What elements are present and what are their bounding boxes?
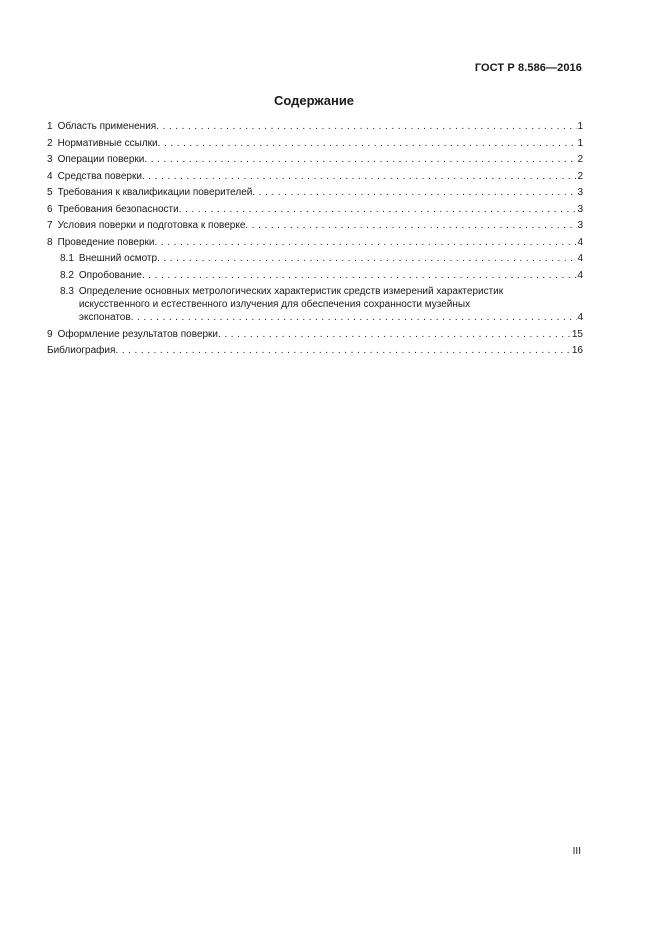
toc-entry-title: Проведение поверки [57,236,155,248]
toc-leader-dots [142,269,577,282]
toc-entry-page: 4 [577,236,583,248]
toc-entry-8-3[interactable] [47,285,583,324]
toc-entry-number: 9 [47,328,53,340]
toc-entry-number: 4 [47,170,53,182]
toc-leader-dots [156,120,577,133]
toc-entry-page: 2 [577,154,583,165]
toc-entry-page: 16 [571,345,583,356]
toc-entry-8-1[interactable] [47,252,583,269]
toc-leader-dots [142,170,578,183]
toc-leader-dots [158,137,578,150]
toc-leader-dots [218,328,572,341]
toc-entry-page: 1 [577,121,583,132]
toc-entry-number: 3 [47,154,53,165]
toc-entry-page: 3 [577,220,583,231]
toc-entry-title: Средства поверки [57,170,142,182]
toc-entry-page: 2 [577,170,583,182]
toc-entry-page: 3 [577,187,583,198]
toc-entry-number: 5 [47,187,53,198]
toc-leader-dots [155,236,578,249]
toc-entry-title-line: экспонатов [78,312,131,323]
toc-entry-9[interactable] [47,328,583,345]
toc-entry-6[interactable] [47,203,583,220]
toc-entry-8-2[interactable] [47,269,583,286]
toc-entry-page: 1 [577,137,583,149]
toc-leader-dots [252,186,577,199]
toc-entry-5[interactable] [47,186,583,203]
toc-leader-dots [157,252,577,265]
toc-entry-2[interactable] [47,137,583,154]
toc-entry-1[interactable] [47,120,583,137]
toc-title: Содержание [273,93,355,108]
toc-leader-dots [245,219,577,232]
toc-entry-title: Требования к квалификации поверителей [57,187,253,198]
toc-entry-number: 6 [47,203,53,215]
toc-entry-title: Операции поверки [57,154,145,165]
toc-entry-title: Требования безопасности [57,203,179,215]
page-number-roman: III [572,846,581,857]
toc-entry-number: 8.2 [60,269,74,281]
toc-entry-number: 8 [47,236,53,248]
toc-entry-7[interactable] [47,219,583,236]
toc-entry-4[interactable] [47,170,583,187]
toc-entry-title-line: Определение основных метрологических характеристик средств измерений характеристик [78,286,504,297]
toc-leader-dots [179,203,578,216]
toc-entry-bibliography[interactable] [47,344,583,361]
toc-entry-title: Условия поверки и подготовка к поверке [57,220,246,231]
toc-entry-page: 4 [577,253,583,264]
table-of-contents [47,120,583,361]
toc-entry-title: Библиография [47,345,116,356]
toc-entry-page: 4 [577,269,583,281]
toc-entry-title: Оформление результатов поверки [57,328,219,340]
toc-entry-number: 7 [47,220,53,231]
toc-entry-number: 1 [47,121,53,132]
document-code: ГОСТ Р 8.586—2016 [474,62,582,74]
toc-entry-title: Область применения [57,121,157,132]
toc-leader-dots [131,311,578,324]
toc-entry-page: 4 [577,312,583,323]
toc-entry-number: 8.1 [60,253,74,264]
toc-leader-dots [115,344,571,357]
toc-entry-page: 15 [571,328,583,340]
toc-entry-title: Внешний осмотр [78,253,158,264]
toc-entry-8[interactable] [47,236,583,253]
toc-entry-3[interactable] [47,153,583,170]
toc-entry-number: 2 [47,137,53,149]
toc-entry-number: 8.3 [60,286,74,297]
toc-leader-dots [144,153,577,166]
toc-entry-title-line: искусственного и естественного излучения для обеспечения сохранности музейных [78,299,471,310]
toc-entry-page: 3 [577,203,583,215]
toc-entry-title: Опробование [78,269,142,281]
toc-entry-title: Нормативные ссылки [57,137,158,149]
